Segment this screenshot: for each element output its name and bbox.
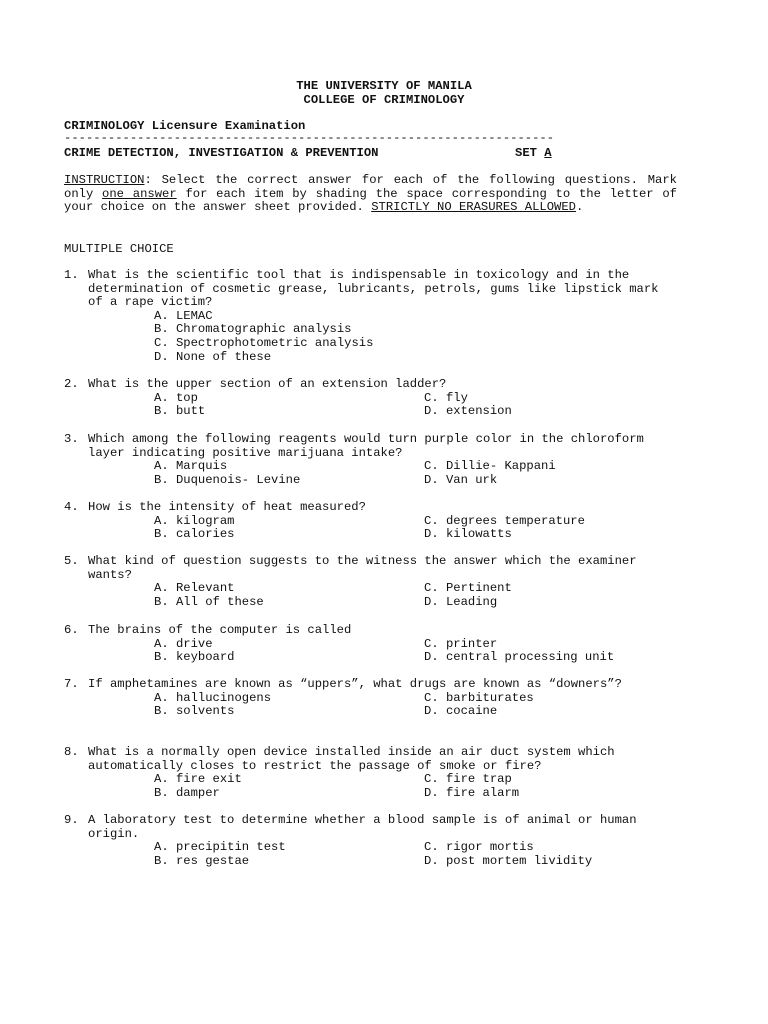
option-a: A. Marquis [154, 459, 228, 474]
option-a: A. precipitin test [154, 840, 286, 855]
option-b: B. keyboard [154, 650, 235, 665]
question-1 [64, 269, 676, 364]
option-c: C. printer [424, 636, 498, 651]
instruction-text-2: for each item by shading the space corresponding to the letter of your choice on the answer sheet provided. [64, 186, 677, 215]
set-value: A [544, 146, 552, 160]
question-7 [64, 678, 676, 719]
option-b: B. damper [154, 785, 220, 800]
option-c: C. fly [424, 390, 468, 405]
question-text: Which among the following reagents would turn purple color in the chloroform layer indicating positive marijuana intake? [88, 432, 644, 460]
instruction-paragraph [64, 174, 677, 215]
question-text: How is the intensity of heat measured? [88, 500, 366, 514]
option-d: D. post mortem lividity [424, 853, 593, 868]
question-number: 3. [64, 432, 79, 446]
option-c: C. Dillie- Kappani [424, 459, 556, 474]
subject-title: CRIME DETECTION, INVESTIGATION & PREVENTION [64, 146, 379, 160]
option-b: B. solvents [154, 704, 235, 719]
option-c: C. rigor mortis [424, 840, 534, 855]
question-5 [64, 555, 676, 609]
option-b: B. All of these [154, 594, 264, 609]
option-d: D. None of these [154, 349, 272, 364]
university-name: THE UNIVERSITY OF MANILA [296, 79, 472, 93]
option-a: A. kilogram [154, 513, 235, 528]
option-d: D. central processing unit [424, 650, 615, 665]
option-b: B. Duquenois- Levine [154, 472, 301, 487]
section-title: MULTIPLE CHOICE [64, 242, 174, 256]
question-4 [64, 501, 676, 542]
option-b: B. butt [154, 404, 206, 419]
option-b: B. Chromatographic analysis [154, 322, 352, 337]
question-text: What is a normally open device installed inside an air duct system which automatically closes to restrict the passage of smoke or fire? [88, 745, 615, 773]
separator-line: ------------------------------------------------------------------- [64, 131, 555, 145]
question-number: 4. [64, 500, 79, 514]
option-c: C. Spectrophotometric analysis [154, 335, 374, 350]
question-text: What kind of question suggests to the witness the answer which the examiner wants? [88, 554, 637, 582]
option-c: C. fire trap [424, 772, 512, 787]
question-3 [64, 433, 676, 487]
instruction-text-3: . [575, 200, 584, 215]
question-8 [64, 746, 676, 800]
question-9 [64, 814, 676, 868]
option-d: D. kilowatts [424, 527, 512, 542]
option-a: A. Relevant [154, 581, 235, 596]
question-number: 8. [64, 745, 79, 759]
question-2 [64, 378, 676, 419]
option-d: D. cocaine [424, 704, 498, 719]
option-a: A. fire exit [154, 772, 242, 787]
question-number: 5. [64, 554, 79, 568]
college-name: COLLEGE OF CRIMINOLOGY [303, 93, 465, 107]
option-c: C. barbiturates [424, 690, 534, 705]
option-b: B. res gestae [154, 853, 250, 868]
option-a: A. drive [154, 636, 213, 651]
question-text: A laboratory test to determine whether a blood sample is of animal or human origin. [88, 813, 637, 841]
option-a: A. top [154, 390, 198, 405]
option-d: D. Van urk [424, 472, 498, 487]
instruction-no-erasures: STRICTLY NO ERASURES ALLOWED [371, 200, 576, 215]
question-text: The brains of the computer is called [88, 623, 352, 637]
set-label-text: SET [515, 146, 537, 160]
option-c: C. degrees temperature [424, 513, 585, 528]
question-text: What is the scientific tool that is indispensable in toxicology and in the determination of cosmetic grease, lubricants, petrols, gums like lipstick mark of a rape victim? [88, 268, 659, 310]
instruction-text-1: : Select the correct answer for each of the following questions. Mark only [64, 173, 677, 201]
question-text: What is the upper section of an extension ladder? [88, 377, 447, 391]
question-number: 2. [64, 377, 79, 391]
option-a: A. hallucinogens [154, 690, 272, 705]
option-d: D. Leading [424, 594, 498, 609]
option-b: B. calories [154, 527, 235, 542]
set-label [515, 146, 552, 160]
option-d: D. extension [424, 404, 512, 419]
option-a: A. LEMAC [154, 308, 213, 323]
option-d: D. fire alarm [424, 785, 520, 800]
instruction-one-answer: one answer [102, 186, 177, 201]
question-number: 7. [64, 677, 79, 691]
question-text: If amphetamines are known as “uppers”, what drugs are known as “downers”? [88, 677, 622, 691]
option-c: C. Pertinent [424, 581, 512, 596]
question-number: 1. [64, 268, 79, 282]
question-number: 9. [64, 813, 79, 827]
question-number: 6. [64, 623, 79, 637]
exam-title: CRIMINOLOGY Licensure Examination [64, 119, 306, 133]
instruction-label: INSTRUCTION [64, 173, 145, 187]
question-6 [64, 624, 676, 665]
